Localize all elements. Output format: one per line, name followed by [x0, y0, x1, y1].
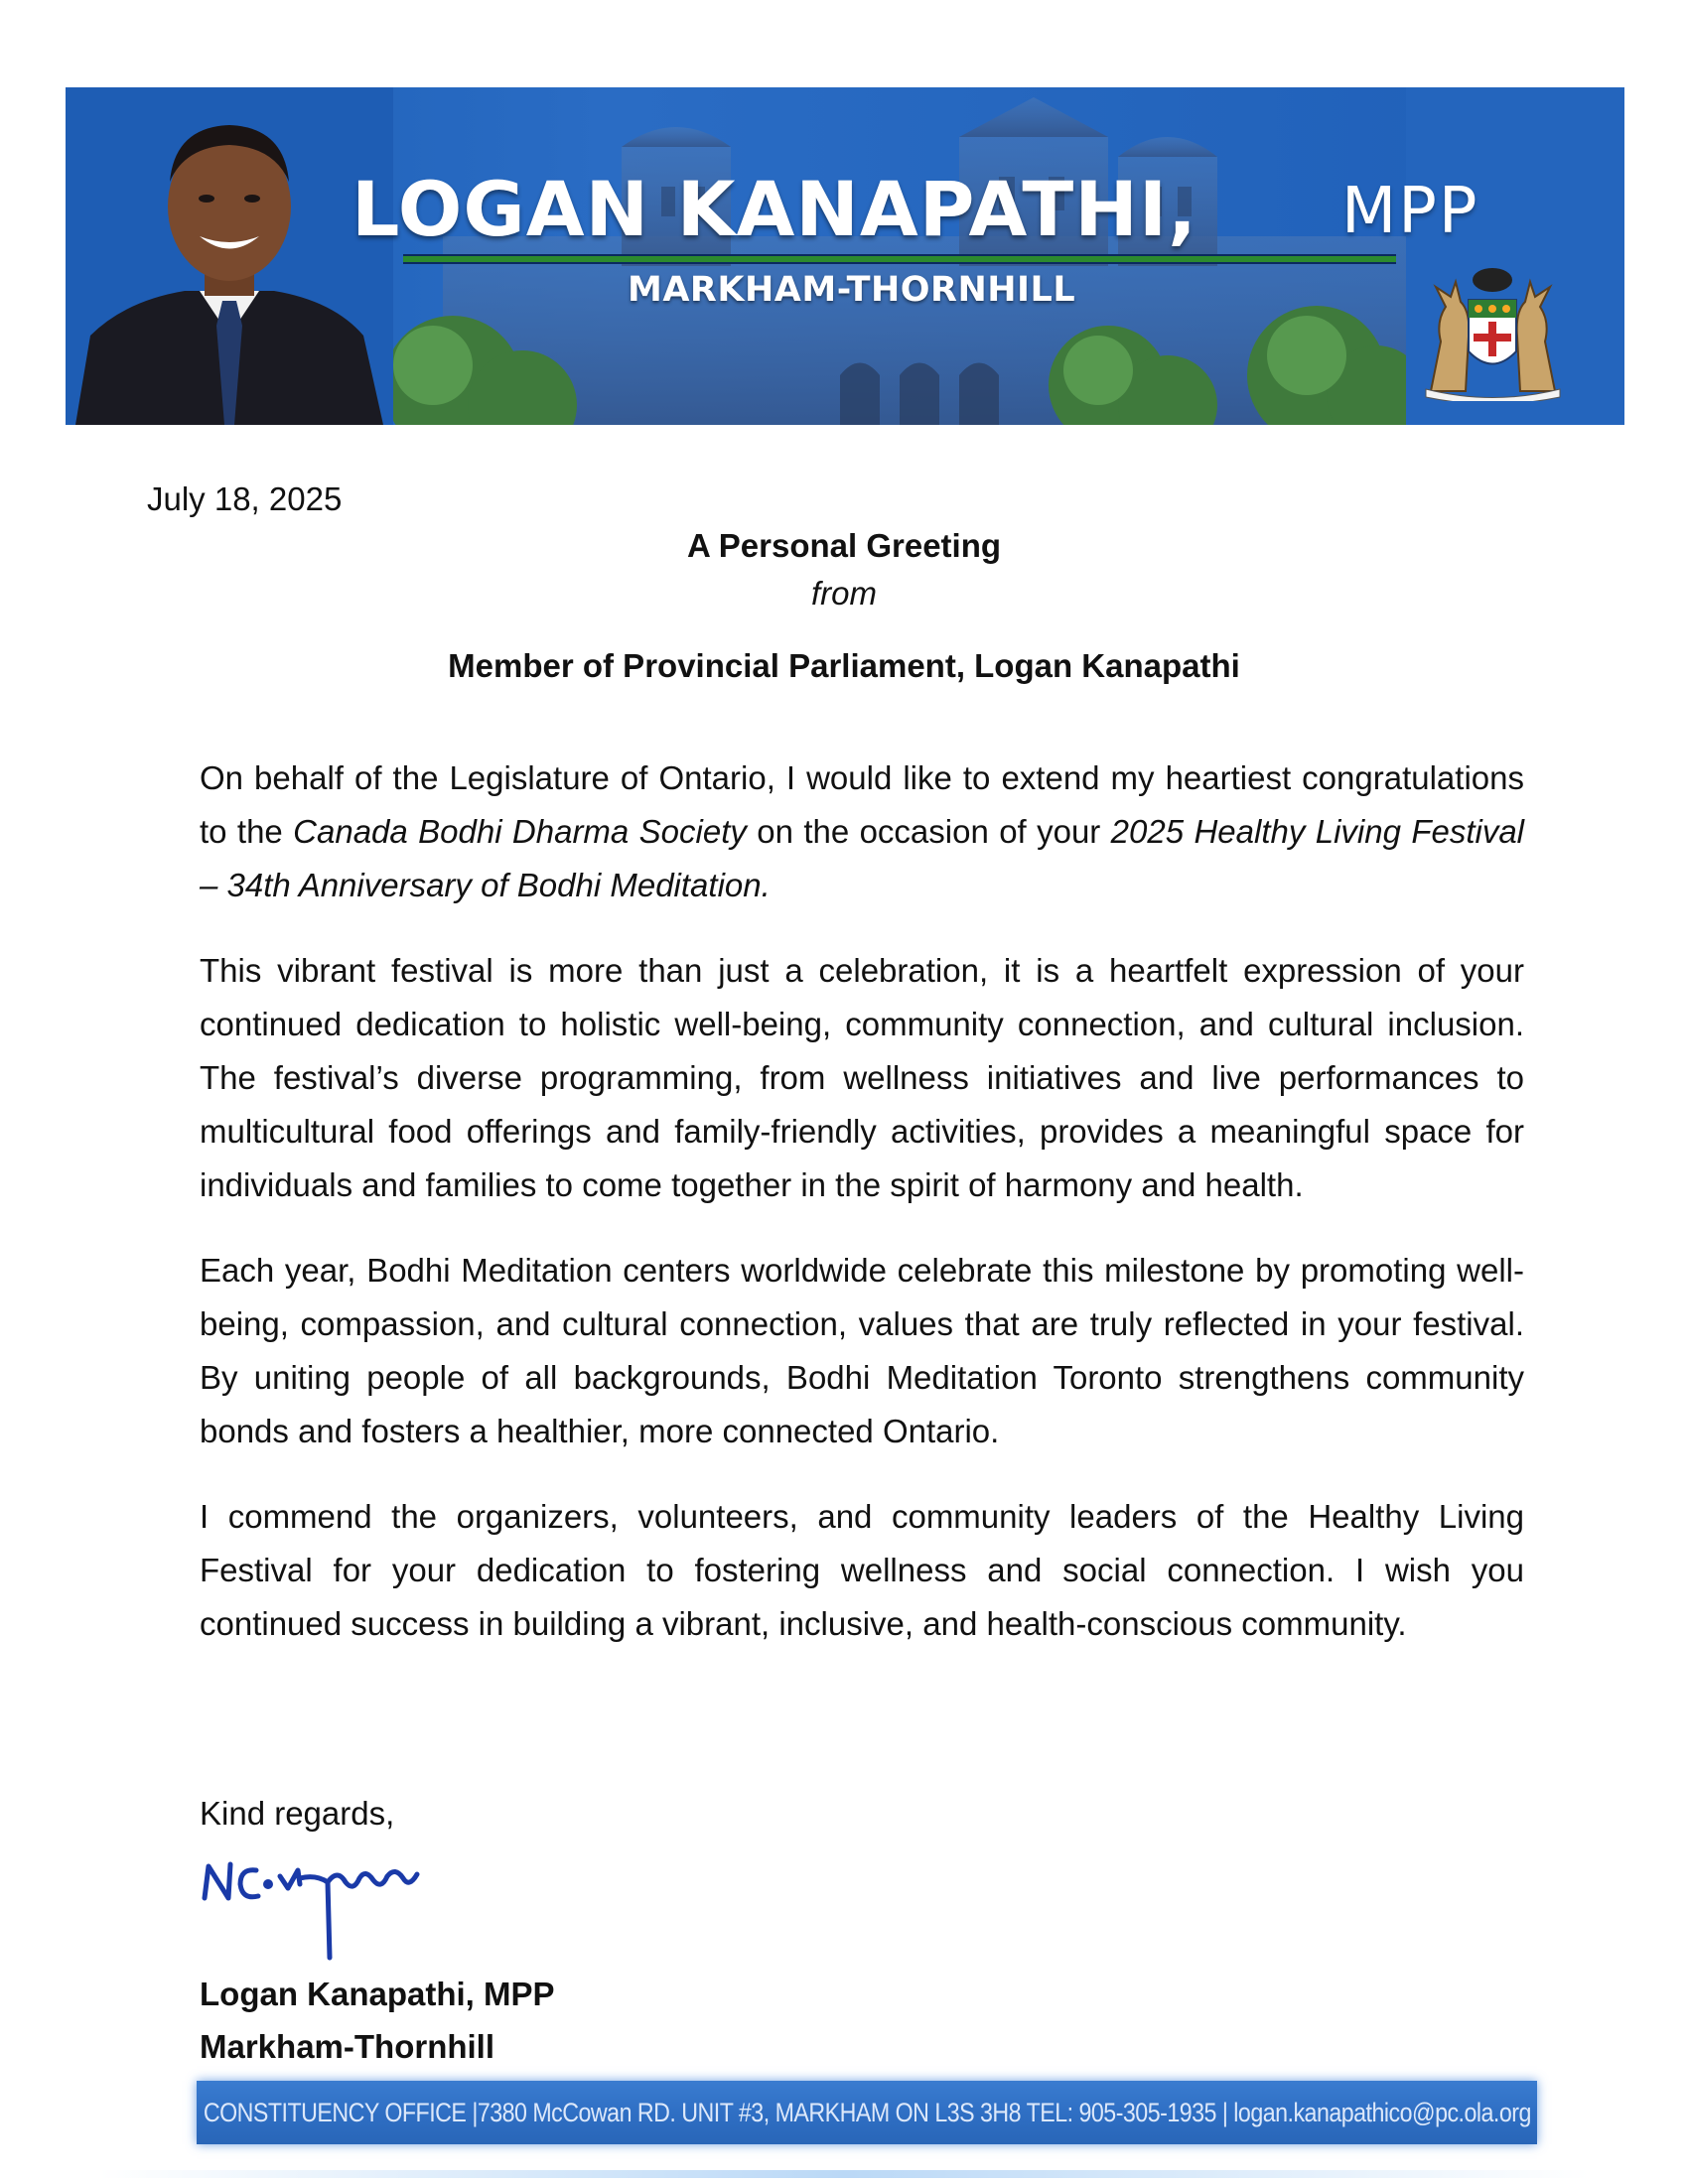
- paragraph-1-text-c: on the occasion of your: [746, 813, 1111, 850]
- paragraph-1: [200, 751, 1524, 912]
- signer-riding: Markham-Thornhill: [200, 2028, 495, 2065]
- portrait-photo: [66, 87, 393, 425]
- banner-name: LOGAN KANAPATHI,: [352, 165, 1197, 253]
- constituency-office-footer: [197, 2081, 1537, 2144]
- ontario-coat-of-arms-icon: [1411, 252, 1575, 401]
- footer-contact-text: CONSTITUENCY OFFICE |7380 McCowan RD. UNIT #3, MARKHAM ON L3S 3H8 TEL: 905-305-1935 | logan.kanapathico@pc.ola.org: [203, 2097, 1531, 2127]
- banner-riding: MARKHAM-THORNHILL: [628, 270, 1076, 310]
- letter-date: July 18, 2025: [147, 480, 343, 517]
- greeting-from: from: [811, 575, 877, 612]
- greeting-title: A Personal Greeting: [686, 527, 1002, 564]
- paragraph-1-text-a: On behalf of the Legislature of Ontario, I would like to extend my heartiest congratulations to the: [200, 759, 1524, 850]
- letter-body: [200, 751, 1524, 1683]
- handwritten-signature: [197, 1848, 455, 1968]
- greeting-member: Member of Provincial Parliament, Logan Kanapathi: [448, 647, 1240, 684]
- banner-title: MPP: [1341, 175, 1479, 248]
- paragraph-3: Each year, Bodhi Meditation centers worldwide celebrate this milestone by promoting well-being, compassion, and cultural connection, values that are truly reflected in your festival. By uniting people of all backgrounds, Bodhi Meditation Toronto strengthens community bonds and fosters a healthier, more connected Ontario.: [200, 1252, 1524, 1449]
- bottom-glow-divider: [99, 2170, 1589, 2178]
- letterhead-banner: [66, 87, 1624, 425]
- paragraph-4: I commend the organizers, volunteers, and community leaders of the Healthy Living Festival for your dedication to fostering wellness and social connection. I wish you continued success in building a vibrant, inclusive, and health-conscious community.: [200, 1498, 1524, 1642]
- festival-name: 2025 Healthy Living Festival – 34th Anniversary of Bodhi Meditation.: [200, 813, 1525, 903]
- closing: Kind regards,: [200, 1795, 395, 1832]
- signer-name: Logan Kanapathi, MPP: [200, 1976, 555, 2012]
- banner-underline: [403, 254, 1396, 264]
- paragraph-2: This vibrant festival is more than just a celebration, it is a heartfelt expression of your continued dedication to holistic well-being, community connection, and cultural inclusion. The festival’s diverse programming, from wellness initiatives and live performances to multicultural food offerings and family-friendly activities, provides a meaningful space for individuals and families to come together in the spirit of harmony and health.: [200, 952, 1524, 1203]
- society-name: Canada Bodhi Dharma Society: [293, 813, 747, 850]
